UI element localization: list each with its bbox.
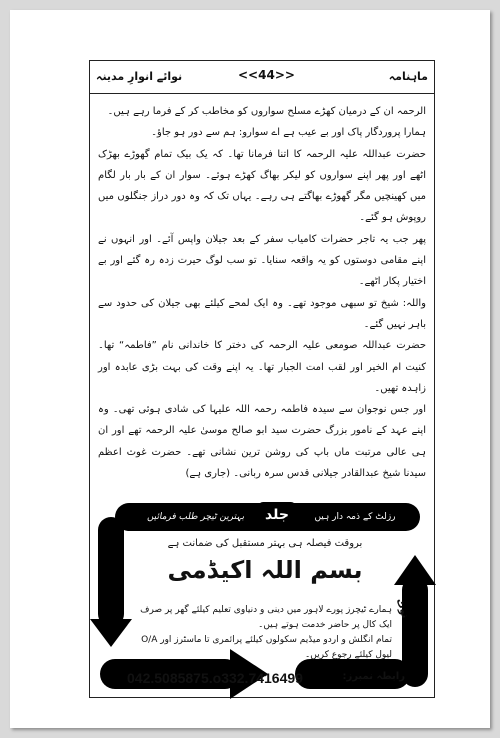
- page-number: <<44>>: [238, 68, 295, 82]
- ad-description: [140, 603, 392, 663]
- paragraph-6: حضرت عبداللہ صومعی علیہ الرحمہ کی دختر کا خاندانی نام ”فاطمہ“ تھا۔ کنیت ام الخیر اور لقب امت الجبار تھا۔ یہ اپنے وقت کی بہت بڑی عابدہ اور زاہدہ تھیں۔: [98, 340, 426, 394]
- academy-name: بسم اللہ اکیڈمی: [167, 556, 363, 584]
- paragraph-4: پھر جب یہ تاجر حضرات کامیاب سفر کے بعد جیلان واپس آئے۔ اور انہوں نے اپنے مقامی دوستوں کو یہ واقعہ سنایا۔ تو سب لوگ حیرت زدہ رہ گئے اور بے اختیار پکار اٹھے۔: [98, 233, 426, 288]
- magazine-title: نوائے انوارِ مدینہ: [96, 70, 183, 83]
- phone-numbers: 042.5085875.o332.7416499: [127, 670, 303, 686]
- contact-row: [125, 668, 405, 690]
- paragraph-2: ہمارا پروردگار پاک اور بے عیب ہے اے سوارو: ہم سے دور ہو جاؤ۔: [151, 127, 426, 139]
- left-arrow-head: [90, 619, 132, 647]
- paragraph-5: واللہ: شیخ تو سبھی موجود تھے۔ وہ ایک لمحے کیلئے بھی جیلان کی حدود سے باہر نہیں گئے۔: [98, 297, 426, 330]
- page-number-value: 44: [258, 68, 275, 82]
- left-arrow-shaft: [98, 517, 124, 627]
- paragraph-3: حضرت عبداللہ علیہ الرحمہ کا اتنا فرمانا تھا۔ کہ یک بیک تمام گھوڑے بھڑک اٹھے اور پھر اپنے سواروں کو لیکر بھاگ کھڑے ہوئے۔ سوار ان کے بار بار لگام میں کھینچیں مگر گھوڑے بھاگتے ہی رہے۔ یہاں تک کہ وہ دور دراز جنگلوں میں روپوش ہو گئے۔: [98, 148, 426, 224]
- content-frame: [89, 60, 435, 698]
- ad-description-line-1: ہمارے ٹیچرز پورے لاہور میں دینی و دنیاوی تعلیم کیلئے گھر پر صرف ایک کال پر حاضر خدمت ہوتے ہیں۔: [140, 605, 392, 630]
- jaldi-badge: جلد: [258, 502, 296, 528]
- right-arrow-shaft: [402, 577, 428, 687]
- ad-tagline: بروقت فیصلہ ہی بہتر مستقبل کی ضمانت ہے: [167, 538, 363, 549]
- note-label: نوٹ: [393, 597, 411, 620]
- paragraph-1: الرحمہ ان کے درمیان کھڑے مسلح سواروں کو مخاطب کر کے فرما رہے ہیں۔: [107, 106, 426, 117]
- article-body: [98, 101, 426, 484]
- right-arrow-head: [394, 555, 436, 585]
- magazine-page: [10, 10, 490, 728]
- result-tag: رزلٹ کے ذمہ دار ہیں: [295, 508, 415, 526]
- academy-advertisement: [90, 499, 436, 699]
- tutors-tag: بہترین ٹیچر طلب فرمائیں: [140, 508, 251, 526]
- ad-description-line-2: تمام انگلش و اردو میڈیم سکولوں کیلئے پرائمری تا ماسٹرز اور O/A لیول کیلئے رجوع کریں۔: [141, 635, 392, 660]
- magazine-type: ماہنامہ: [388, 70, 428, 83]
- contact-label: رابطہ نمبرز:: [342, 671, 405, 682]
- paragraph-7: اور جس نوجوان سے سیدہ فاطمہ رحمہ اللہ علیہا کی شادی ہوئی تھی۔ وہ اپنے عہد کے نامور بزرگ حضرت سید ابو صالح موسیٰ علیہ الرحمہ تھے اور ان ہی عالی مرتبت ماں باپ کی روشن ترین نشانی تھے۔ حضرت غوث اعظم سیدنا شیخ عبدالقادر جیلانی قدس سرہ ربانی۔ (جاری ہے): [98, 404, 426, 480]
- page-header: [90, 61, 434, 94]
